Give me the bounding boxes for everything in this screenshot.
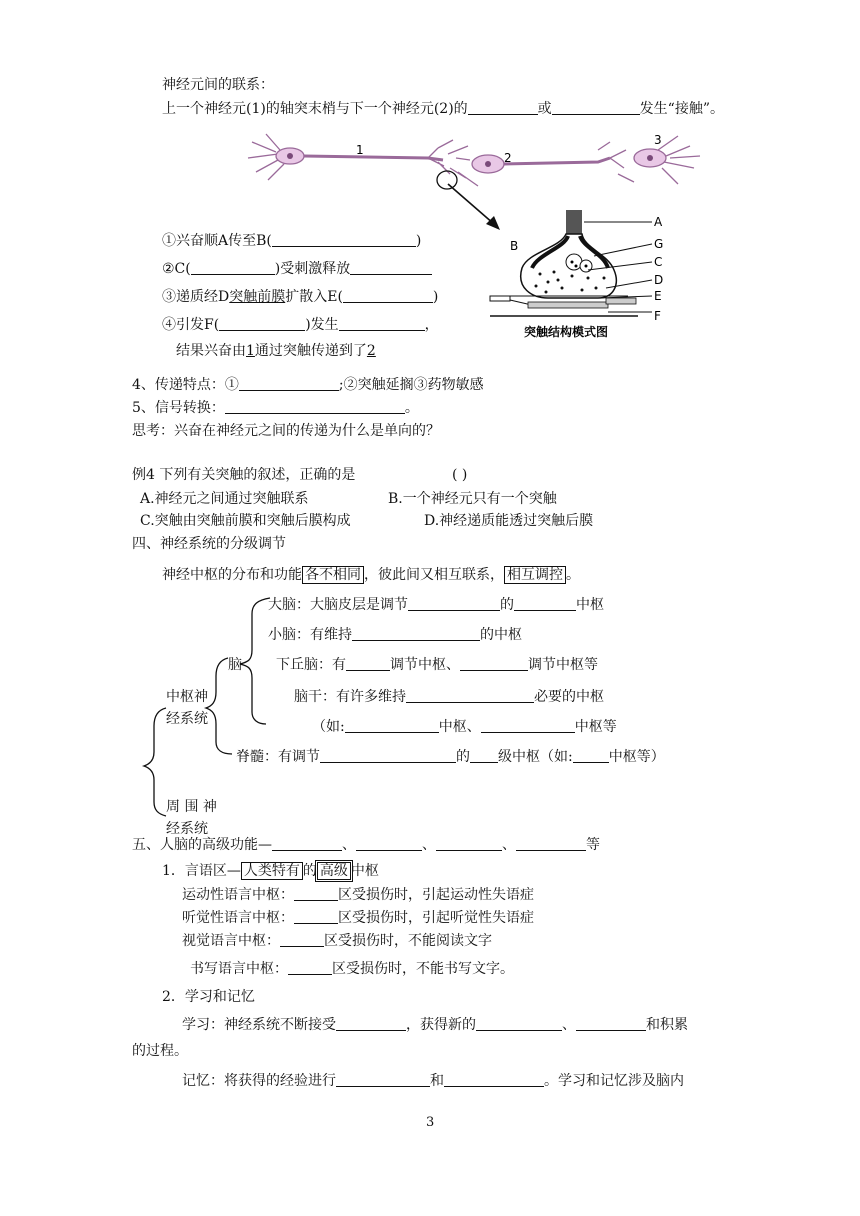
cns-label-2: 经系统 xyxy=(166,711,208,727)
synapse-label-D: D xyxy=(654,273,664,287)
answer-blank[interactable] xyxy=(320,748,456,763)
answer-blank[interactable] xyxy=(436,836,502,851)
brain-examples-line: （如: 中枢、 中枢等 xyxy=(312,719,617,735)
cerebrum-line: 大脑：大脑皮层是调节 的 中枢 xyxy=(268,597,604,613)
step-result: 结果兴奋由1通过突触传递到了2 xyxy=(176,343,376,359)
auditory-speech-line: 听觉性语言中枢： 区受损伤时，引起听觉性失语症 xyxy=(182,910,534,926)
page-number: 3 xyxy=(426,1115,435,1130)
step-2: ②C( )受刺激释放 xyxy=(162,260,432,278)
pns-label-2: 经系统 xyxy=(166,821,208,837)
answer-blank[interactable] xyxy=(552,100,640,115)
item-5: 5、信号转换： 。 xyxy=(132,400,419,416)
answer-blank[interactable] xyxy=(239,376,339,391)
answer-blank[interactable] xyxy=(406,688,534,703)
writing-speech-line: 书写语言中枢： 区受损伤时，不能书写文字。 xyxy=(190,961,514,977)
answer-blank[interactable] xyxy=(444,1072,544,1087)
think-question: 思考：兴奋在神经元之间的传递为什么是单向的？ xyxy=(132,423,440,439)
learning-line: 学习：神经系统不断接受 ，获得新的 、 和积累 xyxy=(182,1017,688,1033)
answer-blank[interactable] xyxy=(336,1016,406,1031)
answer-blank[interactable] xyxy=(476,1016,562,1031)
synapse-diagram xyxy=(488,208,678,343)
synapse-label-B: B xyxy=(510,239,519,253)
answer-blank[interactable] xyxy=(339,316,425,331)
answer-blank[interactable] xyxy=(288,960,332,975)
section-5-title: 五、人脑的高级功能— 、 、 、 等 xyxy=(132,837,600,853)
answer-blank[interactable] xyxy=(576,1016,646,1031)
step-3: ③递质经D突触前膜扩散入E( ) xyxy=(162,289,439,305)
section-4-intro: 神经中枢的分布和功能 各不相同 ，彼此间又相互联系， 相互调控 。 xyxy=(162,567,580,583)
synapse-label-C: C xyxy=(654,255,663,269)
brain-label: 脑 xyxy=(228,657,242,673)
answer-blank[interactable] xyxy=(272,232,416,247)
answer-blank[interactable] xyxy=(191,260,275,275)
hierarchy-brackets xyxy=(140,592,280,822)
learning-title: 2．学习和记忆 xyxy=(162,989,255,1005)
synapse-caption: 突触结构模式图 xyxy=(524,325,609,339)
language-area-line: 1．言语区— 人类特有 的 高级 中枢 xyxy=(162,863,379,879)
synapse-label-G: G xyxy=(654,237,664,251)
answer-blank[interactable] xyxy=(219,316,305,331)
answer-blank[interactable] xyxy=(294,909,338,924)
hypothalamus-line: 下丘脑：有 调节中枢、 调节中枢等 xyxy=(276,657,598,673)
answer-blank[interactable] xyxy=(343,288,433,303)
neuron-label-3: 3 xyxy=(654,133,662,147)
spinal-cord-line: 脊髓：有调节 的 级中枢（如: 中枢等） xyxy=(236,749,665,765)
answer-blank[interactable] xyxy=(514,596,576,611)
answer-blank[interactable] xyxy=(481,718,575,733)
option-d[interactable]: D.神经递质能透过突触后膜 xyxy=(424,513,594,529)
answer-blank[interactable] xyxy=(272,836,342,851)
cns-label-1: 中枢神 xyxy=(166,689,208,705)
answer-blank[interactable] xyxy=(336,1072,430,1087)
item-4: 4、传递特点：① ;②突触延搁③药物敏感 xyxy=(132,377,484,393)
visual-speech-line: 视觉语言中枢： 区受损伤时，不能阅读文字 xyxy=(182,933,492,949)
option-a[interactable]: A.神经元之间通过突触联系 xyxy=(140,491,309,507)
brainstem-line: 脑干：有许多维持 必要的中枢 xyxy=(294,689,604,705)
answer-blank[interactable] xyxy=(468,100,538,115)
option-c[interactable]: C.突触由突触前膜和突触后膜构成 xyxy=(140,513,351,529)
section-4-title: 四、神经系统的分级调节 xyxy=(132,536,286,552)
neuron-label-1: 1 xyxy=(356,143,364,157)
answer-blank[interactable] xyxy=(345,718,439,733)
answer-blank[interactable] xyxy=(225,399,405,414)
answer-blank[interactable] xyxy=(573,748,609,763)
connection-line: 上一个神经元(1)的轴突末梢与下一个神经元(2)的 或 发生“接触”。 xyxy=(162,101,724,117)
synapse-label-E: E xyxy=(654,289,662,303)
learning-line-end: 的过程。 xyxy=(132,1043,188,1059)
synapse-label-A: A xyxy=(654,215,663,229)
answer-blank[interactable] xyxy=(460,656,528,671)
synapse-label-F: F xyxy=(654,309,661,323)
pns-label-1: 周 围 神 xyxy=(166,799,217,815)
step-1: ①兴奋顺A传至B( ) xyxy=(162,233,422,249)
answer-blank[interactable] xyxy=(470,748,498,763)
connection-title: 神经元间的联系： xyxy=(162,77,274,93)
answer-blank[interactable] xyxy=(408,596,500,611)
memory-line: 记忆：将获得的经验进行 和 。学习和记忆涉及脑内 xyxy=(182,1073,684,1089)
answer-blank[interactable] xyxy=(356,836,422,851)
motor-speech-line: 运动性语言中枢： 区受损伤时，引起运动性失语症 xyxy=(182,887,534,903)
answer-blank[interactable] xyxy=(346,656,390,671)
cerebellum-line: 小脑：有维持 的中枢 xyxy=(268,627,522,643)
neuron-label-2: 2 xyxy=(504,151,512,165)
example-4-stem: 例4 下列有关突触的叙述，正确的是 xyxy=(132,467,356,483)
example-4-answer[interactable]: ( ) xyxy=(452,467,468,483)
option-b[interactable]: B.一个神经元只有一个突触 xyxy=(388,491,557,507)
step-4: ④引发F( )发生 ， xyxy=(162,317,439,333)
answer-blank[interactable] xyxy=(350,260,432,275)
answer-blank[interactable] xyxy=(516,836,586,851)
answer-blank[interactable] xyxy=(352,626,480,641)
answer-blank[interactable] xyxy=(294,886,338,901)
answer-blank[interactable] xyxy=(280,932,324,947)
